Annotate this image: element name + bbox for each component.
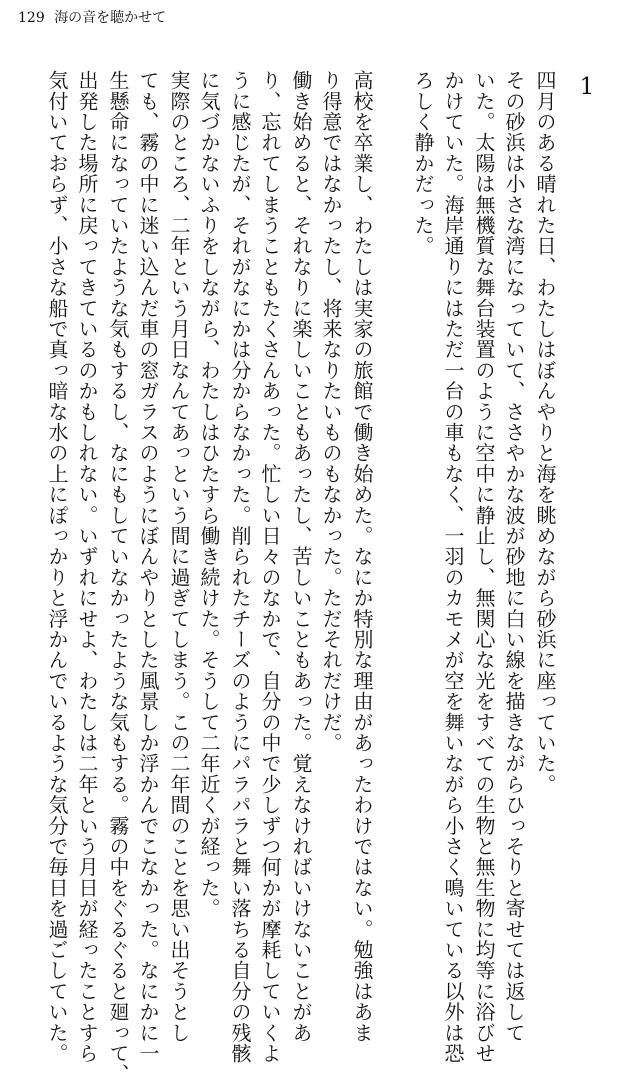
text-column-11: に気づかないふりをしながら、わたしはひたすら働き続けた。そうして二年近くが経った。 [197,70,221,919]
text-column-10: うに感じたが、それがなにかは分からなかった。削られたチーズのようにパラパラと舞い落ちる自分の残骸 [228,70,252,1064]
text-column-12: 実際のところ、二年という月日なんてあっという間に過ぎてしまう。この二年間のことを思い出そうとし [167,70,191,1043]
text-column-1: 四月のある晴れた日、わたしはぼんやりと海を眺めながら砂浜に座っていた。 [533,70,557,795]
text-column-5: ろしく静かだった。 [411,70,435,257]
text-column-3: いた。太陽は無機質な舞台装置のように空中に静止し、無関心な光をすべての生物と無生物に均等に浴びせ [472,70,496,1064]
text-column-14: 生懸命になっていたような気もするし、なにもしていなかったような気もする。霧の中をぐるぐると廻って、 [106,70,130,1084]
text-column-16: 気付いておらず、小さな船で真っ暗な水の上にぽっかりと浮かんでいるような気分で毎日を過ごしていた。 [45,70,69,1064]
text-column-7: り得意ではなかったし、将来なりたいものもなかった。ただそれだけだ。 [319,70,343,754]
text-column-8: 働き始めると、それなりに楽しいこともあったし、苦しいこともあった。覚えなければいけないことがあ [289,70,313,1043]
chapter-number: 1 [579,74,595,100]
text-column-13: ても、霧の中に迷い込んだ車の窓ガラスのようにぼんやりとした風景しか浮かんでこなかった。なにかに一 [136,70,160,1064]
book-title: 海の音を聴かせて [54,10,167,26]
text-column-9: り、忘れてしまうこともたくさんあった。忙しい日々のなかで、自分の中で少しずつ何かが摩耗していくよ [258,70,282,1064]
page-number: 129 [18,10,45,26]
text-column-6: 高校を卒業し、わたしは実家の旅館で働き始めた。なにか特別な理由があったわけではない。勉強はあま [350,70,374,1043]
text-column-15: 出発した場所に戻ってきているのかもしれない。いずれにせよ、わたしは二年という月日が経ったことすら [75,70,99,1064]
text-column-4: かけていた。海岸通りにはただ一台の車もなく、一羽のカモメが空を舞いながら小さく鳴いている以外は恐 [441,70,465,1064]
text-column-2: その砂浜は小さな湾になっていて、ささやかな波が砂地に白い線を描きながらひっそりと寄せては返して [502,70,526,1043]
